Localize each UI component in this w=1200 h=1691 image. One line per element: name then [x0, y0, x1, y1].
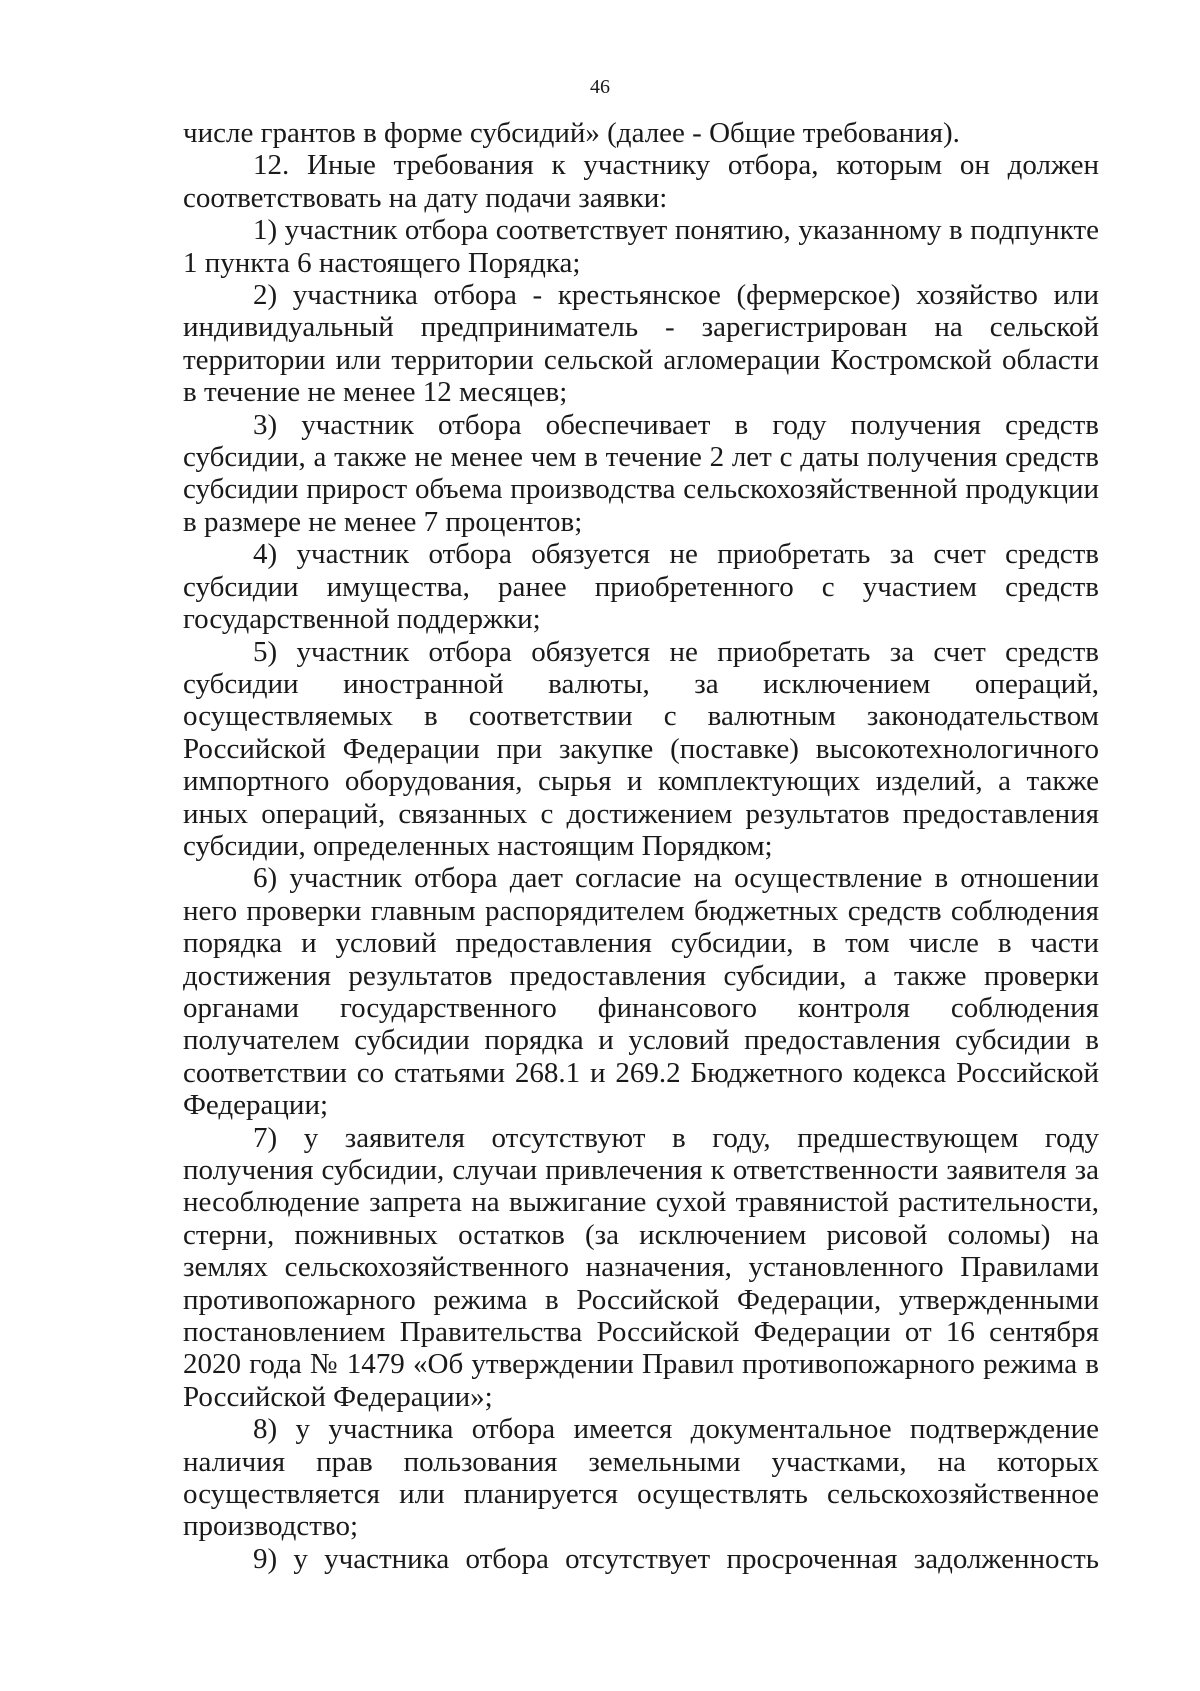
paragraph-subitem-8: 8) у участника отбора имеется документальное подтверждение наличия прав пользования земельными участками, на которых осуществляется или планируется осуществлять сельскохозяйственное производство; [183, 1413, 1099, 1543]
document-body [183, 117, 1099, 1575]
paragraph-subitem-2: 2) участника отбора - крестьянское (фермерское) хозяйство или индивидуальный предприниматель - зарегистрирован на сельской территории или территории сельской агломерации Костромской области в течение не менее 12 месяцев; [183, 279, 1099, 409]
paragraph-subitem-7: 7) у заявителя отсутствуют в году, предшествующем году получения субсидии, случаи привлечения к ответственности заявителя за несоблюдение запрета на выжигание сухой травянистой растительности, стерни, пожнивных остатков (за исключением рисовой соломы) на землях сельскохозяйственного назначения, установленного Правилами противопожарного режима в Российской Федерации, утвержденными постановлением Правительства Российской Федерации от 16 сентября 2020 года № 1479 «Об утверждении Правил противопожарного режима в Российской Федерации»; [183, 1121, 1099, 1413]
paragraph-subitem-5: 5) участник отбора обязуется не приобретать за счет средств субсидии иностранной валюты, за исключением операций, осуществляемых в соответствии с валютным законодательством Российской Федерации при закупке (поставке) высокотехнологичного импортного оборудования, сырья и комплектующих изделий, а также иных операций, связанных с достижением результатов предоставления субсидии, определенных настоящим Порядком; [183, 635, 1099, 862]
paragraph-subitem-3: 3) участник отбора обеспечивает в году получения средств субсидии, а также не менее чем в течение 2 лет с даты получения средств субсидии прирост объема производства сельскохозяйственной продукции в размере не менее 7 процентов; [183, 408, 1099, 538]
paragraph-continuation: числе грантов в форме субсидий» (далее - Общие требования). [183, 117, 960, 149]
paragraph-subitem-4: 4) участник отбора обязуется не приобретать за счет средств субсидии имущества, ранее приобретенного с участием средств государственной поддержки; [183, 538, 1099, 636]
paragraph-item-12: 12. Иные требования к участнику отбора, которым он должен соответствовать на дату подачи заявки: [183, 149, 1099, 214]
page-number: 46 [590, 76, 610, 98]
paragraph-subitem-9: 9) у участника отбора отсутствует просроченная задолженность [253, 1542, 1099, 1575]
paragraph-subitem-1: 1) участник отбора соответствует понятию, указанному в подпункте 1 пункта 6 настоящего Порядка; [183, 214, 1099, 279]
paragraph-subitem-6: 6) участник отбора дает согласие на осуществление в отношении него проверки главным распорядителем бюджетных средств соблюдения порядка и условий предоставления субсидии, в том числе в части достижения результатов предоставления субсидии, а также проверки органами государственного финансового контроля соблюдения получателем субсидии порядка и условий предоставления субсидии в соответствии со статьями 268.1 и 269.2 Бюджетного кодекса Российской Федерации; [183, 862, 1099, 1122]
